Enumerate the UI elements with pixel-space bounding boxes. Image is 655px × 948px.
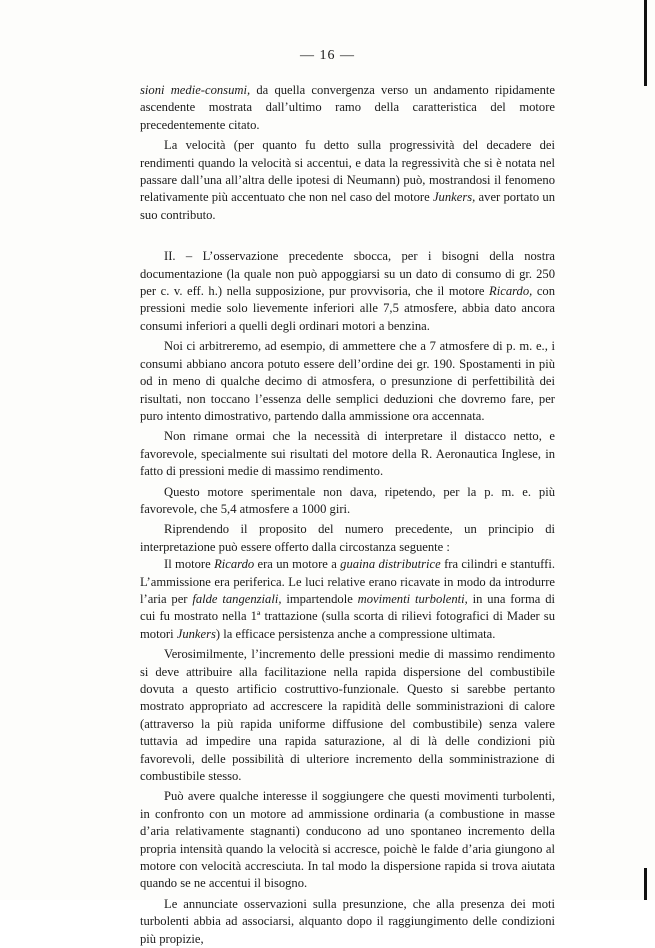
text-run: ) la efficace persistenza anche a compressione ultimata. xyxy=(215,626,496,641)
paragraph-10 xyxy=(140,788,555,892)
text-run: Verosimilmente, l’incremento delle pressioni medie di massimo rendimento si deve attribuire alla facilitazione nella rapida dispersione del combustibile dovuta a questo artificio costruttivo-funzionale. Questo si sarebbe pertanto mostrato appropriato ad accrescere la rapidità delle somministrazioni di calore (attraverso la più rapida uniforme diffusione del combustibile) senza valere tuttavia ad impedire una rapida saturazione, al di là delle condizioni più favorevoli, delle possibilità di ulteriore incremento della somministrazione di combustibile stesso. xyxy=(140,647,555,784)
paragraph-6 xyxy=(140,484,555,519)
italic-run: falde tangenziali, xyxy=(192,591,282,606)
paragraph-7 xyxy=(140,521,555,556)
text-run: da quella convergenza verso un andamento ripidamente ascendente mostrata dall’ultimo ramo della caratteristica del motore precedentemente citato. xyxy=(140,83,555,132)
text-run: fra cilindri e stantuffi. L’ammissione era periferica. Le luci relative erano ricavate in modo da introdurre l’aria per xyxy=(140,557,555,606)
text-run: Riprendendo il proposito del numero precedente, un principio di interpretazione può essere offerto dalla circostanza seguente : xyxy=(140,522,555,554)
text-run: Il motore xyxy=(164,557,215,572)
italic-run: movimenti turbolenti, xyxy=(357,591,468,606)
paragraph-4 xyxy=(140,338,555,425)
text-run: impartendole xyxy=(281,591,358,606)
text-run: Noi ci arbitreremo, ad esempio, di ammettere che a 7 atmosfere di p. m. e., i consumi abbiano ancora potuto essere dell’ordine dei gr. 190. Spostamenti in più od in meno di qualche decimo di atmosfera, o presunzione di perfettibilità dei risultati, non toccano l’essenza delle semplici deduzioni che dovremo fare, per puro intento dimostrativo, partendo dalla ammissione ora accennata. xyxy=(140,339,555,423)
text-run: con pressioni medie solo lievemente inferiori alle 7,5 atmosfere, abbia dato ancora consumi inferiori a quelli degli ordinari motori a benzina. xyxy=(140,284,555,333)
text-run: in una forma di cui fu mostrato nella 1ª trattazione (sulla scorta di rilievi fotografici di Mader su motori xyxy=(140,591,556,641)
italic-run: Ricardo xyxy=(214,557,255,572)
italic-run: Junkers xyxy=(176,626,216,641)
italic-run: Ricardo, xyxy=(489,284,533,299)
text-run: Non rimane ormai che la necessità di interpretare il distacco netto, e favorevole, specialmente sui risultati del motore della R. Aeronautica Inglese, in fatto di pressioni medie di massimo rendimento. xyxy=(140,429,555,479)
paragraph-2 xyxy=(140,137,555,224)
text-run: II. – L’osservazione precedente sbocca, per i bisogni della nostra documentazione (la quale non può appoggiarsi su un dato di consumo di gr. 250 per c. v. eff. h.) nella supposizione, pur provvisoria, che il motore xyxy=(140,249,555,299)
text-run: Questo motore sperimentale non dava, ripetendo, per la p. m. e. più favorevole, che 5,4 atmosfere a 1000 giri. xyxy=(140,484,555,516)
page-number: — 16 — xyxy=(300,48,355,63)
italic-run: sioni medie-consumi, xyxy=(140,83,251,97)
paragraph-11 xyxy=(140,896,555,948)
text-run: era un motore a xyxy=(254,557,341,572)
body-text xyxy=(140,82,555,948)
text-run: La velocità (per quanto fu detto sulla progressività del decadere dei rendimenti quando la velocità si accentui, e data la regressività che si è notata nel passare dall’una all’altra delle ipotesi di Neumann) può, mostrandosi il fenomeno relativamente più accentuato che non nel caso del motore xyxy=(140,138,555,205)
scan-edge-mark-top xyxy=(644,0,647,86)
paragraph-8 xyxy=(140,556,555,643)
paragraph-1 xyxy=(140,82,555,134)
italic-run: Junkers, xyxy=(432,190,476,205)
text-run: aver portato un suo contributo. xyxy=(140,190,556,222)
scan-edge-mark-bottom xyxy=(644,868,647,900)
italic-run: guaina distributrice xyxy=(340,557,441,572)
text-run: Le annunciate osservazioni sulla presunzione, che alla presenza dei moti turbolenti abbia ad associarsi, alquanto dopo il raggiungimento delle condizioni più propizie, xyxy=(140,896,555,946)
text-run: Può avere qualche interesse il soggiungere che questi movimenti turbolenti, in confronto con un motore ad ammissione ordinaria (a combustione in masse d’aria relativamente stagnanti) conducono ad uno spontaneo incremento della propria intensità quando la velocità si accresce, poichè le falde d’aria giungono al motore con velocità accresciuta. In tal modo la dispersione rapida si trova aiutata quando se ne accentui il bisogno. xyxy=(140,789,555,891)
paragraph-3-section-ii xyxy=(140,248,555,335)
paragraph-9 xyxy=(140,646,555,785)
paragraph-5 xyxy=(140,428,555,480)
